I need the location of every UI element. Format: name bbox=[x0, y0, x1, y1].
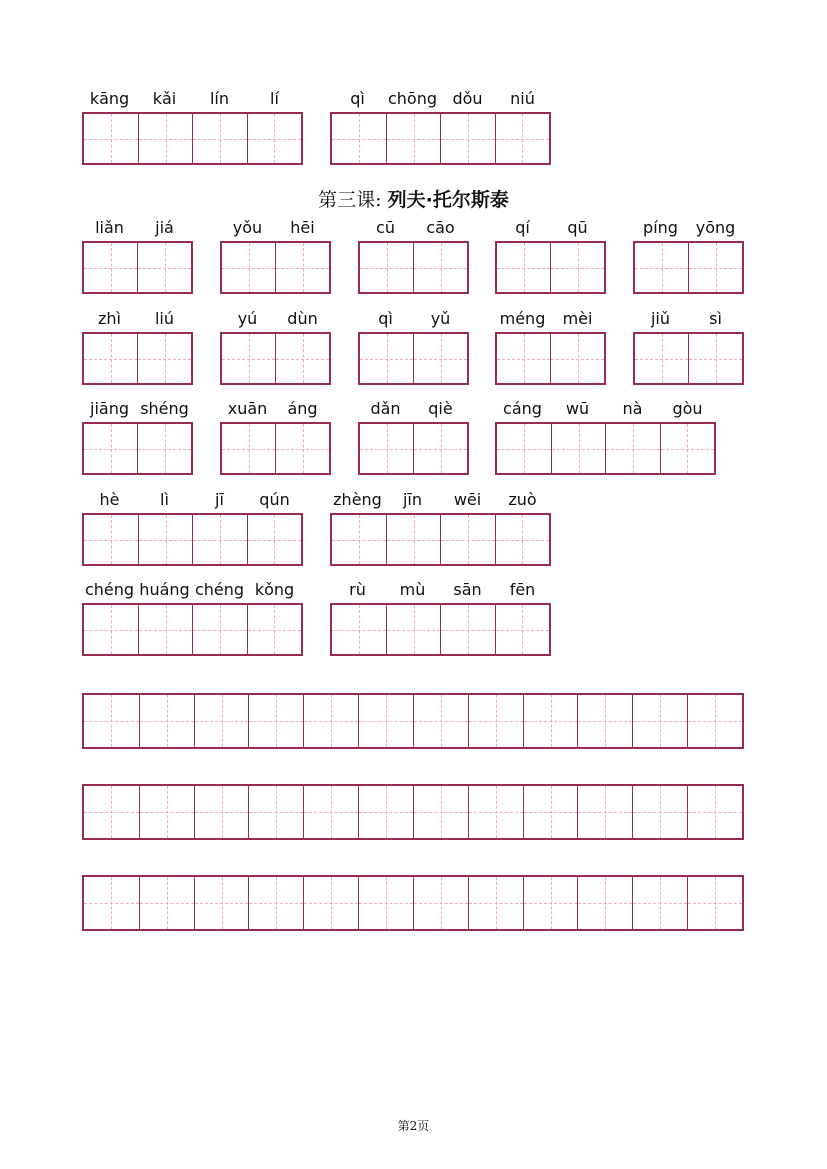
lesson-name: 列夫·托尔斯泰 bbox=[387, 189, 509, 211]
lesson-number: 第三课: bbox=[318, 189, 382, 211]
writing-grid bbox=[82, 422, 193, 475]
character-cell[interactable] bbox=[687, 877, 742, 929]
pinyin-label: jī bbox=[215, 490, 224, 509]
character-cell[interactable] bbox=[275, 334, 329, 383]
character-cell[interactable] bbox=[688, 334, 742, 383]
character-cell[interactable] bbox=[84, 515, 138, 564]
lesson-title bbox=[0, 186, 827, 214]
character-cell[interactable] bbox=[192, 114, 246, 163]
character-cell[interactable] bbox=[468, 877, 523, 929]
writing-grid bbox=[495, 422, 716, 475]
character-cell[interactable] bbox=[497, 334, 550, 383]
pinyin-label: píng bbox=[643, 218, 678, 237]
character-cell[interactable] bbox=[139, 786, 194, 838]
pinyin-label: dǎn bbox=[370, 399, 401, 418]
pinyin-label: qū bbox=[567, 218, 588, 237]
pinyin-label: qún bbox=[259, 490, 290, 509]
character-cell[interactable] bbox=[138, 114, 192, 163]
writing-grid bbox=[330, 513, 551, 566]
pinyin-label: kāng bbox=[89, 89, 130, 108]
pinyin-label: qiè bbox=[428, 399, 453, 418]
writing-grid bbox=[633, 241, 744, 294]
character-cell[interactable] bbox=[523, 695, 578, 747]
character-cell[interactable] bbox=[495, 114, 549, 163]
character-cell[interactable] bbox=[247, 605, 301, 654]
pinyin-label: yōng bbox=[695, 218, 736, 237]
pinyin-label: nà bbox=[622, 399, 643, 418]
character-cell[interactable] bbox=[275, 424, 329, 473]
pinyin-label: dǒu bbox=[452, 89, 483, 108]
character-cell[interactable] bbox=[635, 243, 688, 292]
pinyin-label: áng bbox=[287, 399, 318, 418]
character-cell[interactable] bbox=[332, 515, 386, 564]
pinyin-label: niú bbox=[510, 89, 535, 108]
pinyin-label: chéng bbox=[84, 580, 135, 599]
pinyin-label: lín bbox=[209, 89, 230, 108]
writing-grid bbox=[633, 332, 744, 385]
character-cell[interactable] bbox=[550, 243, 604, 292]
blank-writing-grid bbox=[82, 875, 744, 931]
character-cell[interactable] bbox=[635, 334, 688, 383]
pinyin-label: jiǔ bbox=[650, 309, 671, 328]
pinyin-label: méng bbox=[499, 309, 546, 328]
writing-grid bbox=[220, 241, 331, 294]
pinyin-label: lí bbox=[270, 89, 279, 108]
pinyin-label: xuān bbox=[227, 399, 268, 418]
page-number: 第2页 bbox=[397, 1119, 430, 1133]
pinyin-label: yú bbox=[237, 309, 258, 328]
writing-grid bbox=[82, 332, 193, 385]
pinyin-label: hè bbox=[99, 490, 120, 509]
character-cell[interactable] bbox=[358, 695, 413, 747]
character-cell[interactable] bbox=[84, 424, 137, 473]
character-cell[interactable] bbox=[192, 515, 246, 564]
character-cell[interactable] bbox=[551, 424, 605, 473]
character-cell[interactable] bbox=[687, 786, 742, 838]
writing-grid bbox=[220, 332, 331, 385]
character-cell[interactable] bbox=[247, 515, 301, 564]
character-cell[interactable] bbox=[660, 424, 714, 473]
character-cell[interactable] bbox=[222, 424, 275, 473]
pinyin-label: liǎn bbox=[95, 218, 124, 237]
pinyin-label: gòu bbox=[672, 399, 703, 418]
character-cell[interactable] bbox=[523, 877, 578, 929]
writing-grid bbox=[82, 513, 303, 566]
character-cell[interactable] bbox=[550, 334, 604, 383]
pinyin-label: qì bbox=[378, 309, 393, 328]
character-cell[interactable] bbox=[632, 695, 687, 747]
character-cell[interactable] bbox=[577, 877, 632, 929]
character-cell[interactable] bbox=[139, 877, 194, 929]
character-cell[interactable] bbox=[247, 114, 301, 163]
character-cell[interactable] bbox=[495, 605, 549, 654]
pinyin-label: kǎi bbox=[152, 89, 177, 108]
pinyin-label: wēi bbox=[453, 490, 482, 509]
pinyin-label: wū bbox=[565, 399, 590, 418]
character-cell[interactable] bbox=[632, 877, 687, 929]
writing-grid bbox=[330, 112, 551, 165]
writing-grid bbox=[495, 332, 606, 385]
pinyin-label: yǒu bbox=[232, 218, 263, 237]
writing-grid bbox=[82, 603, 303, 656]
character-cell[interactable] bbox=[360, 334, 413, 383]
writing-grid bbox=[82, 241, 193, 294]
writing-grid bbox=[358, 332, 469, 385]
character-cell[interactable] bbox=[358, 877, 413, 929]
character-cell[interactable] bbox=[248, 877, 303, 929]
character-cell[interactable] bbox=[194, 695, 249, 747]
pinyin-label: huáng bbox=[139, 580, 190, 599]
writing-grid bbox=[82, 112, 303, 165]
writing-grid bbox=[358, 422, 469, 475]
pinyin-label: rù bbox=[349, 580, 366, 599]
pinyin-label: cū bbox=[376, 218, 395, 237]
character-cell[interactable] bbox=[138, 605, 192, 654]
character-cell[interactable] bbox=[468, 786, 523, 838]
character-cell[interactable] bbox=[360, 424, 413, 473]
character-cell[interactable] bbox=[413, 786, 468, 838]
pinyin-label: jīn bbox=[402, 490, 423, 509]
character-cell[interactable] bbox=[605, 424, 659, 473]
character-cell[interactable] bbox=[413, 243, 467, 292]
character-cell[interactable] bbox=[688, 243, 742, 292]
pinyin-label: hēi bbox=[290, 218, 315, 237]
character-cell[interactable] bbox=[440, 515, 494, 564]
character-cell[interactable] bbox=[577, 695, 632, 747]
pinyin-label: dùn bbox=[287, 309, 318, 328]
pinyin-label: fēn bbox=[509, 580, 536, 599]
character-cell[interactable] bbox=[413, 695, 468, 747]
character-cell[interactable] bbox=[137, 424, 191, 473]
writing-grid bbox=[358, 241, 469, 294]
character-cell[interactable] bbox=[358, 786, 413, 838]
character-cell[interactable] bbox=[192, 605, 246, 654]
character-cell[interactable] bbox=[497, 424, 551, 473]
character-cell[interactable] bbox=[386, 605, 440, 654]
character-cell[interactable] bbox=[137, 243, 191, 292]
character-cell[interactable] bbox=[303, 786, 358, 838]
character-cell[interactable] bbox=[687, 695, 742, 747]
character-cell[interactable] bbox=[139, 695, 194, 747]
character-cell[interactable] bbox=[84, 605, 138, 654]
character-cell[interactable] bbox=[84, 695, 139, 747]
blank-writing-grid bbox=[82, 693, 744, 749]
pinyin-label: jiá bbox=[155, 218, 174, 237]
character-cell[interactable] bbox=[413, 424, 467, 473]
character-cell[interactable] bbox=[275, 243, 329, 292]
pinyin-label: qí bbox=[515, 218, 530, 237]
writing-grid bbox=[495, 241, 606, 294]
pinyin-label: jiāng bbox=[90, 399, 129, 418]
pinyin-label: sān bbox=[453, 580, 482, 599]
character-cell[interactable] bbox=[248, 695, 303, 747]
pinyin-label: chōng bbox=[387, 89, 438, 108]
pinyin-label: kǒng bbox=[254, 580, 295, 599]
character-cell[interactable] bbox=[495, 515, 549, 564]
character-cell[interactable] bbox=[386, 515, 440, 564]
character-cell[interactable] bbox=[360, 243, 413, 292]
pinyin-label: chéng bbox=[194, 580, 245, 599]
character-cell[interactable] bbox=[222, 334, 275, 383]
character-cell[interactable] bbox=[303, 695, 358, 747]
character-cell[interactable] bbox=[84, 243, 137, 292]
pinyin-label: zhì bbox=[98, 309, 121, 328]
character-cell[interactable] bbox=[84, 786, 139, 838]
pinyin-label: cāo bbox=[426, 218, 455, 237]
pinyin-label: cáng bbox=[503, 399, 542, 418]
character-cell[interactable] bbox=[332, 605, 386, 654]
character-cell[interactable] bbox=[194, 877, 249, 929]
character-cell[interactable] bbox=[386, 114, 440, 163]
writing-grid bbox=[220, 422, 331, 475]
character-cell[interactable] bbox=[222, 243, 275, 292]
blank-writing-grid bbox=[82, 784, 744, 840]
character-cell[interactable] bbox=[632, 786, 687, 838]
pinyin-label: zuò bbox=[508, 490, 537, 509]
character-cell[interactable] bbox=[84, 114, 138, 163]
character-cell[interactable] bbox=[577, 786, 632, 838]
pinyin-label: sì bbox=[709, 309, 722, 328]
character-cell[interactable] bbox=[440, 114, 494, 163]
pinyin-label: lì bbox=[160, 490, 169, 509]
pinyin-label: shéng bbox=[140, 399, 189, 418]
writing-grid bbox=[330, 603, 551, 656]
pinyin-label: mù bbox=[399, 580, 426, 599]
character-cell[interactable] bbox=[413, 877, 468, 929]
pinyin-label: yǔ bbox=[430, 309, 451, 328]
character-cell[interactable] bbox=[248, 786, 303, 838]
character-cell[interactable] bbox=[194, 786, 249, 838]
character-cell[interactable] bbox=[138, 515, 192, 564]
character-cell[interactable] bbox=[497, 243, 550, 292]
pinyin-label: qì bbox=[350, 89, 365, 108]
character-cell[interactable] bbox=[523, 786, 578, 838]
character-cell[interactable] bbox=[84, 334, 137, 383]
pinyin-label: zhèng bbox=[333, 490, 382, 509]
character-cell[interactable] bbox=[84, 877, 139, 929]
character-cell[interactable] bbox=[440, 605, 494, 654]
character-cell[interactable] bbox=[332, 114, 386, 163]
character-cell[interactable] bbox=[303, 877, 358, 929]
pinyin-label: liú bbox=[154, 309, 175, 328]
character-cell[interactable] bbox=[413, 334, 467, 383]
character-cell[interactable] bbox=[468, 695, 523, 747]
character-cell[interactable] bbox=[137, 334, 191, 383]
pinyin-label: mèi bbox=[562, 309, 593, 328]
